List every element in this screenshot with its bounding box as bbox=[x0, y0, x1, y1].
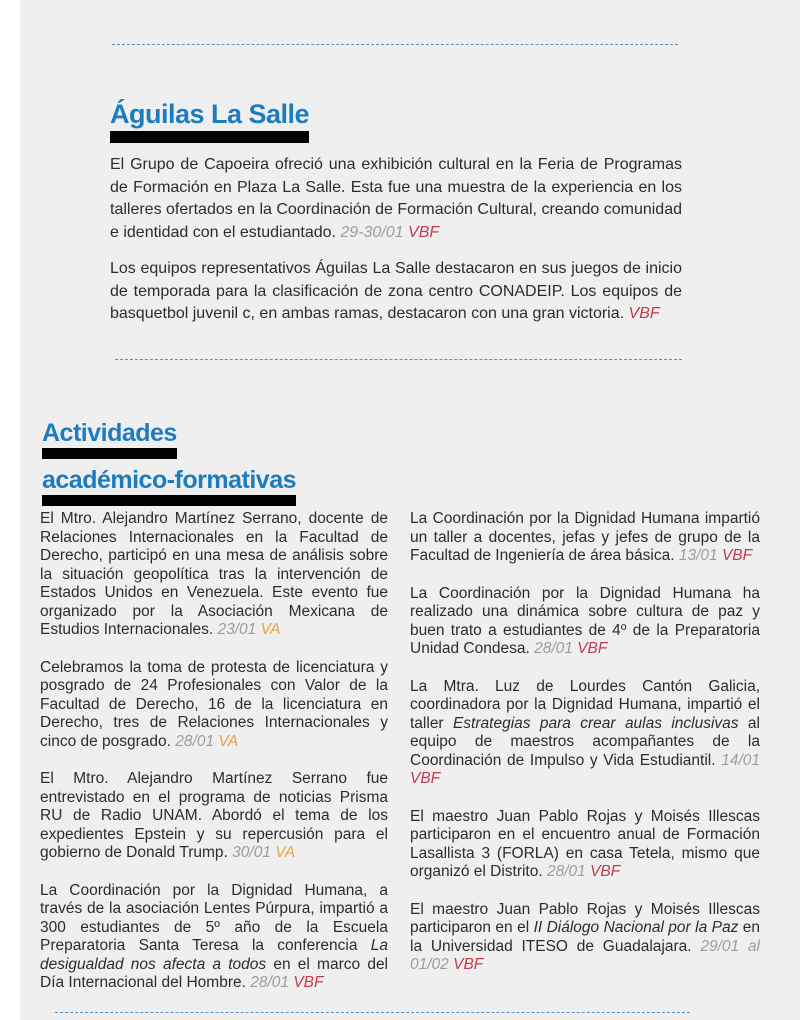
news-column-right bbox=[410, 510, 760, 994]
paragraph-text: La Coordinación por la Dignidad Humana ha realizado una dinámica sobre cultura de paz y buen trato a estudiantes de 4º de la Preparatoria Unidad Condesa. bbox=[410, 584, 760, 657]
date-label: 23/01 bbox=[217, 621, 257, 638]
paragraph-text: La Coordinación por la Dignidad Humana, a través de la asociación Lentes Púrpura, impartió a 300 estudiantes de 5º año de la Escuela Preparatoria Santa Teresa la conferencia bbox=[40, 881, 388, 954]
paragraph-text: El Mtro. Alejandro Martínez Serrano fue entrevistado en el programa de noticias Prisma RU de Radio UNAM. Abordó el tema de los expedientes Epstein y su repercusión para el gobierno de Donald Trump. bbox=[40, 770, 388, 861]
date-label: 29/01 al 01/02 bbox=[410, 937, 760, 973]
paragraph-text: Los equipos representativos Águilas La Salle destacaron en sus juegos de inicio de temporada para la clasificación de zona centro CONADEIP. Los equipos de basquetbol juvenil c, en ambas ramas, destacaron con una gran victoria. bbox=[110, 260, 682, 322]
section-aguilas-la-salle bbox=[110, 99, 682, 340]
news-paragraph bbox=[110, 258, 682, 326]
paragraph-text-italic: Estrategias para crear aulas inclusivas bbox=[452, 714, 739, 732]
section-paragraphs bbox=[110, 154, 682, 326]
date-label: 28/01 bbox=[546, 863, 586, 880]
news-paragraph bbox=[410, 678, 760, 789]
section-actividades-heading bbox=[42, 420, 296, 506]
section-title-block bbox=[42, 467, 296, 506]
paragraph-text: El maestro Juan Pablo Rojas y Moisés Illescas participaron en el encuentro anual de Formación Lasallista 3 (FORLA) en casa Tetela, mismo que organizó el Distrito. bbox=[410, 807, 760, 880]
paragraph-text: al equipo de maestros acompañantes de la Coordinación de Impulso y Vida Estudiantil. bbox=[410, 714, 760, 769]
section-title-line2: académico-formativas bbox=[42, 466, 297, 494]
paragraph-text: La Mtra. Luz de Lourdes Cantón Galicia, coordinadora por la Dignidad Humana, impartió el taller bbox=[410, 677, 760, 732]
section-title: Águilas La Salle bbox=[110, 99, 310, 129]
source-tag: VBF bbox=[577, 640, 608, 657]
dashed-divider-middle bbox=[115, 359, 682, 360]
news-paragraph bbox=[410, 808, 760, 882]
dashed-divider-bottom bbox=[55, 1012, 690, 1013]
date-label: 14/01 bbox=[721, 751, 760, 769]
news-paragraph bbox=[410, 901, 760, 975]
source-tag: VBF bbox=[721, 547, 753, 564]
news-column-left bbox=[40, 510, 388, 1012]
paragraph-text: La Coordinación por la Dignidad Humana impartió un taller a docentes, jefas y jefes de grupo de la Facultad de Ingeniería de área básica. bbox=[410, 510, 760, 564]
paragraph-text: El maestro Juan Pablo Rojas y Moisés Illescas participaron en el bbox=[410, 900, 760, 936]
title-underline-bar bbox=[42, 448, 177, 459]
title-underline-bar bbox=[110, 131, 309, 143]
title-underline-bar bbox=[42, 495, 296, 506]
source-tag: VA bbox=[260, 621, 281, 638]
paragraph-text: El Grupo de Capoeira ofreció una exhibición cultural en la Feria de Programas de Formación en Plaza La Salle. Esta fue una muestra de la experiencia en los talleres ofertados en la Coordinación de Formación Cultural, creando comunidad e identidad con el estudiantado. bbox=[110, 156, 682, 241]
paragraph-text: en la Universidad ITESO de Guadalajara. bbox=[410, 919, 760, 955]
section-title-block bbox=[110, 99, 309, 143]
date-label: 29-30/01 bbox=[340, 223, 404, 241]
dashed-divider-top bbox=[112, 44, 678, 45]
paragraph-text: El Mtro. Alejandro Martínez Serrano, docente de Relaciones Internacionales en la Facultad de Derecho, participó en una mesa de análisis sobre la situación geopolítica tras la intervención de Estados Unidos en Venezuela. Este evento fue organizado por la Asociación Mexicana de Estudios Internacionales. bbox=[40, 510, 388, 638]
news-paragraph bbox=[410, 510, 760, 566]
source-tag: VBF bbox=[590, 863, 621, 880]
date-label: 28/01 bbox=[250, 974, 290, 991]
section-title-block bbox=[42, 420, 296, 459]
source-tag: VBF bbox=[293, 974, 324, 991]
paragraph-text: en el marco del Día Internacional del Hombre. bbox=[40, 955, 389, 991]
news-paragraph bbox=[40, 659, 388, 752]
news-paragraph bbox=[40, 882, 388, 993]
date-label: 28/01 bbox=[534, 640, 573, 657]
date-label: 13/01 bbox=[678, 547, 718, 564]
source-tag: VBF bbox=[628, 305, 660, 322]
news-paragraph bbox=[110, 154, 682, 244]
source-tag: VA bbox=[218, 732, 239, 750]
date-label: 28/01 bbox=[175, 732, 215, 750]
source-tag: VBF bbox=[410, 770, 441, 787]
source-tag: VA bbox=[275, 844, 296, 861]
source-tag: VBF bbox=[453, 956, 484, 973]
news-paragraph bbox=[410, 585, 760, 659]
paragraph-text-italic: La desigualdad nos afecta a todos bbox=[40, 937, 388, 973]
news-paragraph bbox=[40, 510, 388, 640]
source-tag: VBF bbox=[408, 223, 440, 241]
paragraph-text-italic: II Diálogo Nacional por la Paz bbox=[533, 919, 739, 936]
section-title-line1: Actividades bbox=[42, 419, 177, 447]
date-label: 30/01 bbox=[232, 844, 271, 861]
news-paragraph bbox=[40, 770, 388, 863]
paragraph-text: Celebramos la toma de protesta de licenciatura y posgrado de 24 Profesionales con Valor de la Facultad de Derecho, 16 de la licenciatura en Derecho, tres de Relaciones Internacionales y cinco de posgrado. bbox=[40, 658, 388, 750]
